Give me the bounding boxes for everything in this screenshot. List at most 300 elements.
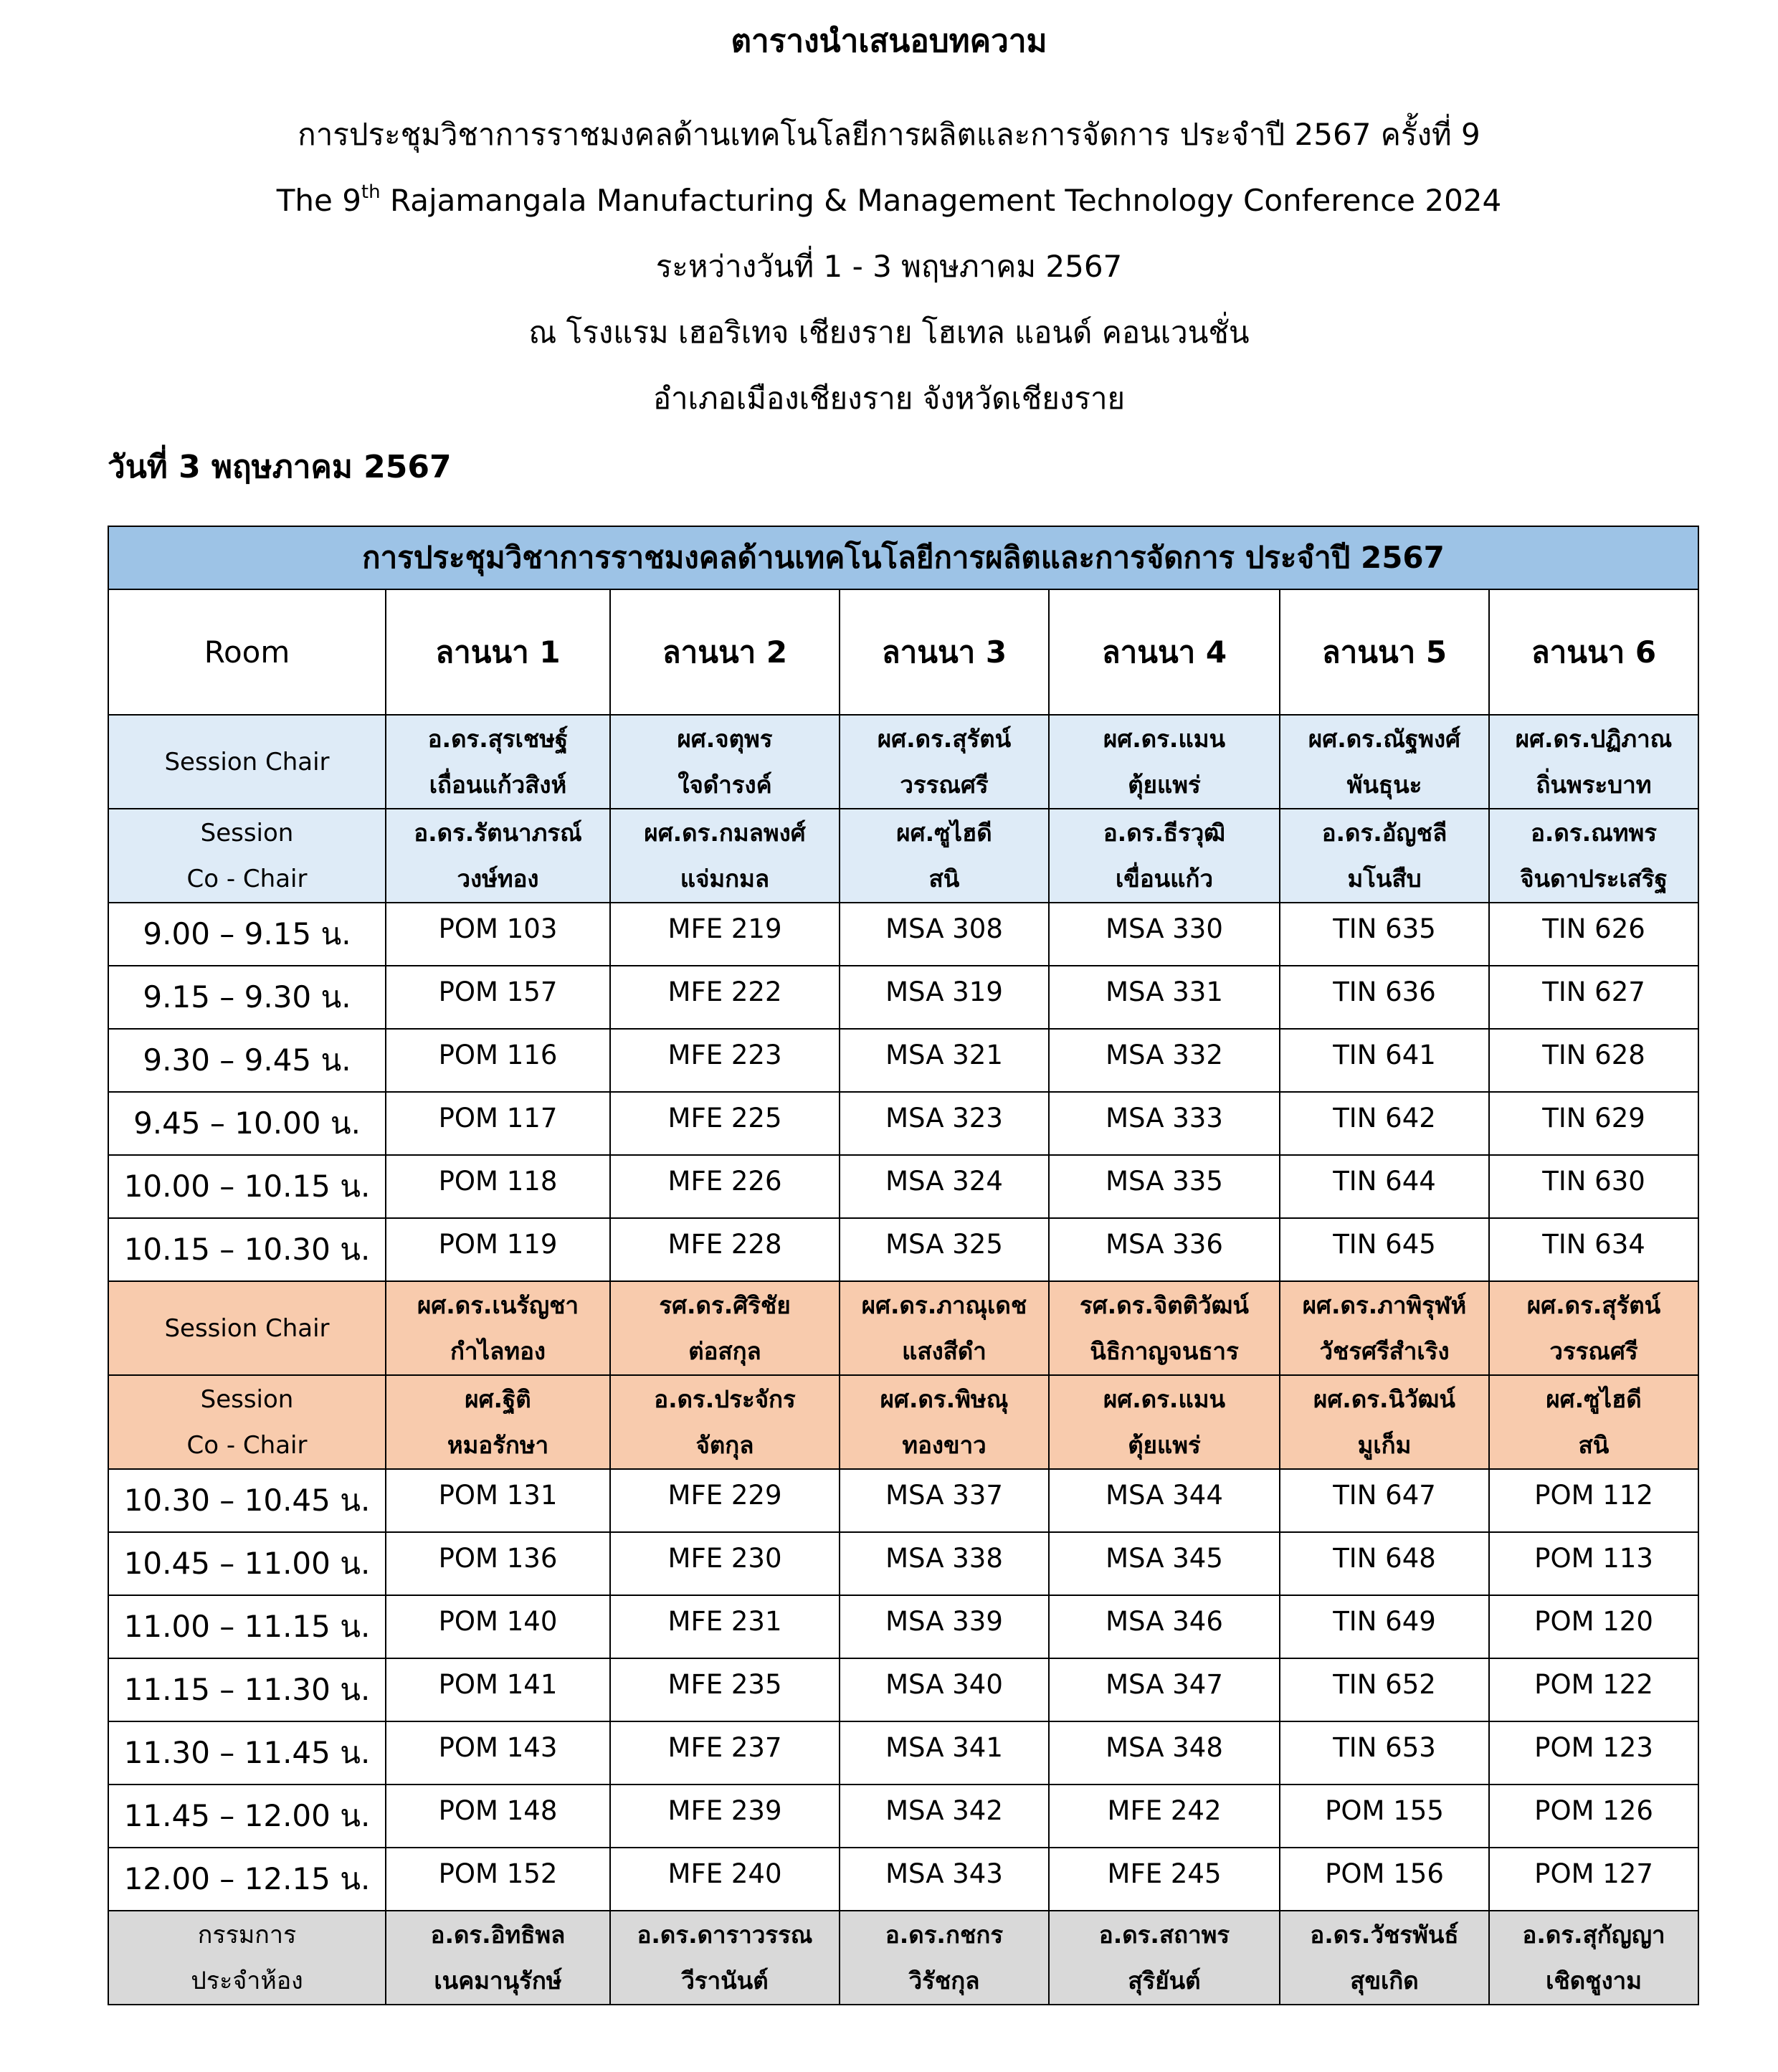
- session-cochair-name-line: อ.ดร.รัตนาภรณ์: [414, 818, 582, 847]
- session-cochair-name-line: ผศ.ดร.พิษณุ: [880, 1384, 1009, 1413]
- paper-cell: [1049, 1218, 1280, 1281]
- committee-name-line: อ.ดร.สถาพร: [1098, 1920, 1230, 1949]
- paper-cell: [1049, 1029, 1280, 1092]
- paper-cell: [840, 903, 1049, 966]
- time-slot: 9.45 – 10.00 น.: [108, 1092, 386, 1155]
- session-chair-name-line: ใจดำรงค์: [678, 770, 772, 799]
- conference-venue: ณ โรงแรม เฮอริเทจ เชียงราย โฮเทล แอนด์ คอนเวนชั่น: [528, 315, 1250, 350]
- paper-cell: [386, 1658, 610, 1721]
- paper-cell: [1489, 1469, 1698, 1532]
- committee-row: [108, 1911, 1698, 2005]
- committee-name: [840, 1911, 1049, 2005]
- paper-code: MSA 338: [885, 1542, 1003, 1574]
- time-slot: 9.30 – 9.45 น.: [108, 1029, 386, 1092]
- paper-cell: [386, 1785, 610, 1848]
- time-slot-row: [108, 1721, 1698, 1785]
- paper-cell: [1489, 1595, 1698, 1658]
- paper-cell: [1049, 1532, 1280, 1595]
- session-cochair-name-line: มูเก็ม: [1357, 1430, 1412, 1459]
- paper-cell: [1280, 1785, 1489, 1848]
- session-chair-name-line: เถื่อนแก้วสิงห์: [429, 770, 567, 799]
- conference-en-suffix: Rajamangala Manufacturing & Management Technology Conference 2024: [380, 183, 1502, 218]
- paper-cell: [610, 1155, 840, 1218]
- paper-cell: [1280, 1155, 1489, 1218]
- room-header: ลานนา 5: [1280, 589, 1489, 715]
- paper-cell: [840, 1218, 1049, 1281]
- committee-name-line: อ.ดร.กชกร: [885, 1920, 1004, 1949]
- paper-cell: [1489, 1218, 1698, 1281]
- paper-code: MSA 347: [1106, 1668, 1223, 1700]
- session-cochair-row: [108, 809, 1698, 903]
- session-chair-row-label: Session Chair: [108, 1281, 386, 1375]
- session-chair-name-line: แสงสีดำ: [902, 1336, 987, 1365]
- session-cochair-row-label-line: Session: [200, 1384, 294, 1414]
- committee-name: [1049, 1911, 1280, 2005]
- paper-code: POM 156: [1325, 1858, 1444, 1889]
- paper-cell: [1049, 1785, 1280, 1848]
- time-slot-row: [108, 903, 1698, 966]
- paper-cell: [386, 966, 610, 1029]
- paper-code: MSA 332: [1106, 1039, 1223, 1070]
- paper-cell: [840, 1785, 1049, 1848]
- session-chair-row: [108, 1281, 1698, 1375]
- session-chair-name: [1049, 1281, 1280, 1375]
- paper-code: TIN 627: [1542, 976, 1645, 1007]
- committee-name-line: อ.ดร.วัชรพันธ์: [1310, 1920, 1459, 1949]
- paper-cell: [610, 1721, 840, 1785]
- session-cochair-name: [610, 809, 840, 903]
- session-chair-name: [1489, 715, 1698, 809]
- paper-cell: [386, 1029, 610, 1092]
- committee-name: [386, 1911, 610, 2005]
- paper-code: POM 141: [438, 1668, 558, 1700]
- committee-name: [1280, 1911, 1489, 2005]
- paper-cell: [840, 1029, 1049, 1092]
- session-chair-name-line: ผศ.ดร.สุรัตน์: [877, 724, 1012, 753]
- paper-code: POM 116: [438, 1039, 558, 1070]
- time-slot-row: [108, 1155, 1698, 1218]
- committee-name-line: อ.ดร.ดาราวรรณ: [637, 1920, 813, 1949]
- paper-cell: [610, 1658, 840, 1721]
- session-cochair-name-line: มโนสืบ: [1347, 864, 1422, 893]
- session-chair-name-line: วรรณศรี: [900, 770, 989, 799]
- time-slot: 10.45 – 11.00 น.: [108, 1532, 386, 1595]
- session-chair-name: [1489, 1281, 1698, 1375]
- paper-code: TIN 635: [1333, 913, 1436, 944]
- session-cochair-name: [386, 809, 610, 903]
- paper-code: POM 103: [438, 913, 558, 944]
- committee-name-line: เชิดชูงาม: [1546, 1966, 1642, 1995]
- session-chair-name-line: ผศ.ดร.ภาพิรุฬห์: [1302, 1291, 1467, 1319]
- paper-code: POM 131: [438, 1479, 558, 1511]
- time-slot-row: [108, 1658, 1698, 1721]
- paper-cell: [386, 1218, 610, 1281]
- paper-code: MSA 342: [885, 1795, 1003, 1826]
- session-chair-name-line: ผศ.จตุพร: [677, 724, 773, 753]
- paper-code: MFE 230: [667, 1542, 782, 1574]
- session-cochair-row-label-line: Co - Chair: [186, 864, 308, 893]
- paper-cell: [1489, 1658, 1698, 1721]
- committee-name-line: สุขเกิด: [1350, 1966, 1419, 1995]
- room-header: ลานนา 6: [1489, 589, 1698, 715]
- paper-code: MFE 240: [667, 1858, 782, 1889]
- time-slot: 11.30 – 11.45 น.: [108, 1721, 386, 1785]
- paper-cell: [1049, 1658, 1280, 1721]
- committee-row-label-line: กรรมการ: [197, 1920, 297, 1949]
- paper-code: TIN 648: [1333, 1542, 1436, 1574]
- paper-cell: [1049, 1848, 1280, 1911]
- paper-cell: [610, 966, 840, 1029]
- paper-cell: [386, 1155, 610, 1218]
- session-chair-name: [840, 715, 1049, 809]
- paper-code: MSA 344: [1106, 1479, 1223, 1511]
- session-cochair-name-line: ตุ้ยแพร่: [1128, 1430, 1201, 1459]
- paper-code: MSA 321: [885, 1039, 1003, 1070]
- session-chair-name-line: รศ.ดร.จิตติวัฒน์: [1080, 1291, 1249, 1319]
- session-chair-name-line: ผศ.ดร.ปฏิภาณ: [1515, 724, 1673, 753]
- paper-code: MSA 331: [1106, 976, 1223, 1007]
- paper-cell: [1489, 903, 1698, 966]
- session-chair-name: [386, 1281, 610, 1375]
- paper-cell: [610, 1848, 840, 1911]
- paper-cell: [386, 1092, 610, 1155]
- committee-name-line: สุริยันต์: [1128, 1966, 1201, 1995]
- session-cochair-name-line: อ.ดร.ประจักร: [654, 1384, 796, 1413]
- paper-cell: [1280, 1218, 1489, 1281]
- paper-code: MSA 346: [1106, 1605, 1223, 1637]
- session-cochair-row-label-line: Co - Chair: [186, 1430, 308, 1460]
- conference-title-thai: การประชุมวิชาการราชมงคลด้านเทคโนโลยีการผลิตและการจัดการ ประจำปี 2567 ครั้งที่ 9: [298, 117, 1480, 152]
- schedule-table: [108, 526, 1699, 2005]
- paper-cell: [840, 1469, 1049, 1532]
- session-chair-name-line: วรรณศรี: [1549, 1336, 1638, 1365]
- paper-code: MFE 231: [667, 1605, 782, 1637]
- paper-cell: [840, 1721, 1049, 1785]
- paper-code: MSA 340: [885, 1668, 1003, 1700]
- session-cochair-name: [1049, 809, 1280, 903]
- paper-code: POM 155: [1325, 1795, 1444, 1826]
- paper-cell: [386, 1469, 610, 1532]
- session-cochair-row-label: [108, 809, 386, 903]
- paper-cell: [1049, 1469, 1280, 1532]
- session-chair-name: [840, 1281, 1049, 1375]
- paper-code: POM 120: [1534, 1605, 1653, 1637]
- session-cochair-name-line: อ.ดร.ธีรวุฒิ: [1103, 818, 1226, 847]
- session-cochair-name: [1280, 809, 1489, 903]
- paper-cell: [386, 903, 610, 966]
- paper-code: MFE 222: [667, 976, 782, 1007]
- paper-code: MFE 237: [667, 1731, 782, 1763]
- time-slot: 9.00 – 9.15 น.: [108, 903, 386, 966]
- paper-cell: [1489, 966, 1698, 1029]
- session-cochair-name-line: ผศ.ฐิติ: [465, 1384, 531, 1413]
- paper-cell: [840, 1658, 1049, 1721]
- table-title: การประชุมวิชาการราชมงคลด้านเทคโนโลยีการผลิตและการจัดการ ประจำปี 2567: [108, 526, 1698, 589]
- paper-code: MFE 225: [667, 1102, 782, 1134]
- paper-code: MFE 223: [667, 1039, 782, 1070]
- paper-code: MSA 333: [1106, 1102, 1223, 1134]
- session-cochair-row: [108, 1375, 1698, 1469]
- paper-code: TIN 645: [1333, 1228, 1436, 1260]
- paper-cell: [1489, 1155, 1698, 1218]
- session-cochair-name-line: สนิ: [1578, 1430, 1610, 1459]
- conference-en-prefix: The 9: [276, 183, 361, 218]
- paper-code: MSA 330: [1106, 913, 1223, 944]
- paper-code: TIN 634: [1542, 1228, 1645, 1260]
- paper-cell: [840, 1155, 1049, 1218]
- session-chair-name-line: ผศ.ดร.ภาณุเดช: [861, 1291, 1027, 1319]
- paper-code: MSA 323: [885, 1102, 1003, 1134]
- paper-cell: [610, 1469, 840, 1532]
- paper-code: POM 157: [438, 976, 558, 1007]
- paper-code: POM 118: [438, 1165, 558, 1197]
- paper-cell: [1049, 903, 1280, 966]
- session-chair-name-line: นิธิกาญจนธาร: [1090, 1336, 1239, 1365]
- time-slot-row: [108, 1029, 1698, 1092]
- committee-name-line: วิรัชกุล: [908, 1966, 980, 1995]
- paper-code: POM 119: [438, 1228, 558, 1260]
- room-header: ลานนา 4: [1049, 589, 1280, 715]
- paper-cell: [1489, 1785, 1698, 1848]
- session-cochair-name-line: ผศ.ซูไฮดี: [1546, 1384, 1642, 1413]
- paper-cell: [840, 1848, 1049, 1911]
- session-chair-name-line: ผศ.ดร.เนรัญชา: [417, 1291, 579, 1319]
- paper-code: TIN 629: [1542, 1102, 1645, 1134]
- paper-code: TIN 652: [1333, 1668, 1436, 1700]
- paper-code: TIN 626: [1542, 913, 1645, 944]
- time-slot-row: [108, 966, 1698, 1029]
- paper-code: TIN 628: [1542, 1039, 1645, 1070]
- session-cochair-name-line: จัตกุล: [695, 1430, 754, 1459]
- session-cochair-name-line: ผศ.ดร.แมน: [1103, 1384, 1226, 1413]
- session-chair-name: [610, 1281, 840, 1375]
- paper-code: MSA 335: [1106, 1165, 1223, 1197]
- paper-cell: [1280, 1721, 1489, 1785]
- paper-cell: [1489, 1092, 1698, 1155]
- session-cochair-name: [840, 809, 1049, 903]
- paper-cell: [1049, 1721, 1280, 1785]
- session-cochair-name-line: ผศ.ดร.กมลพงศ์: [644, 818, 806, 847]
- session-chair-name-line: ถิ่นพระบาท: [1536, 770, 1652, 799]
- room-label: Room: [108, 589, 386, 715]
- paper-code: MSA 319: [885, 976, 1003, 1007]
- day-heading: วันที่ 3 พฤษภาคม 2567: [108, 449, 452, 485]
- paper-code: POM 112: [1534, 1479, 1653, 1511]
- time-slot: 10.30 – 10.45 น.: [108, 1469, 386, 1532]
- paper-cell: [386, 1595, 610, 1658]
- paper-cell: [840, 1532, 1049, 1595]
- session-cochair-name-line: สนิ: [928, 864, 960, 893]
- session-chair-name-line: วัชรศรีสำเริง: [1319, 1336, 1450, 1365]
- paper-code: MSA 324: [885, 1165, 1003, 1197]
- paper-cell: [1489, 1848, 1698, 1911]
- paper-code: POM 113: [1534, 1542, 1653, 1574]
- document-title: ตารางนำเสนอบทความ: [731, 23, 1047, 60]
- paper-code: MFE 219: [667, 913, 782, 944]
- paper-code: POM 148: [438, 1795, 558, 1826]
- paper-code: POM 122: [1534, 1668, 1653, 1700]
- committee-row-label: [108, 1911, 386, 2005]
- paper-code: POM 152: [438, 1858, 558, 1889]
- time-slot: 9.15 – 9.30 น.: [108, 966, 386, 1029]
- session-chair-name: [1280, 715, 1489, 809]
- paper-code: MFE 229: [667, 1479, 782, 1511]
- session-cochair-name-line: ทองขาว: [902, 1430, 987, 1459]
- session-chair-name: [610, 715, 840, 809]
- paper-cell: [386, 1532, 610, 1595]
- paper-code: MFE 235: [667, 1668, 782, 1700]
- session-chair-name-line: รศ.ดร.ศิริชัย: [659, 1291, 791, 1319]
- time-slot: 12.00 – 12.15 น.: [108, 1848, 386, 1911]
- time-slot: 10.15 – 10.30 น.: [108, 1218, 386, 1281]
- room-header: ลานนา 2: [610, 589, 840, 715]
- room-header: ลานนา 3: [840, 589, 1049, 715]
- table-title-row: [108, 526, 1698, 589]
- session-chair-name-line: ผศ.ดร.แมน: [1103, 724, 1226, 753]
- session-cochair-name-line: อ.ดร.ณทพร: [1531, 818, 1657, 847]
- time-slot-row: [108, 1785, 1698, 1848]
- committee-name-line: อ.ดร.สุกัญญา: [1522, 1920, 1665, 1949]
- session-cochair-row-label: [108, 1375, 386, 1469]
- session-cochair-name: [1280, 1375, 1489, 1469]
- session-cochair-name-line: ผศ.ซูไฮดี: [896, 818, 992, 847]
- paper-cell: [1280, 1532, 1489, 1595]
- paper-code: MSA 336: [1106, 1228, 1223, 1260]
- session-chair-row: [108, 715, 1698, 809]
- paper-code: MSA 339: [885, 1605, 1003, 1637]
- committee-name: [610, 1911, 840, 2005]
- paper-cell: [840, 966, 1049, 1029]
- time-slot-row: [108, 1469, 1698, 1532]
- paper-cell: [1489, 1721, 1698, 1785]
- paper-code: MSA 341: [885, 1731, 1003, 1763]
- paper-code: TIN 630: [1542, 1165, 1645, 1197]
- paper-cell: [610, 1029, 840, 1092]
- paper-cell: [386, 1848, 610, 1911]
- paper-code: MFE 226: [667, 1165, 782, 1197]
- paper-cell: [1280, 1092, 1489, 1155]
- committee-name: [1489, 1911, 1698, 2005]
- paper-cell: [610, 1092, 840, 1155]
- paper-code: MFE 239: [667, 1795, 782, 1826]
- paper-code: MFE 228: [667, 1228, 782, 1260]
- conference-location: อำเภอเมืองเชียงราย จังหวัดเชียงราย: [652, 381, 1126, 416]
- conference-title-english: [0, 179, 1778, 222]
- session-cochair-name: [1489, 1375, 1698, 1469]
- committee-name-line: อ.ดร.อิทธิพล: [430, 1920, 566, 1949]
- session-cochair-name-line: แจ่มกมล: [680, 864, 770, 893]
- paper-code: POM 123: [1534, 1731, 1653, 1763]
- paper-code: MFE 245: [1107, 1858, 1222, 1889]
- time-slot: 11.00 – 11.15 น.: [108, 1595, 386, 1658]
- session-cochair-name: [1489, 809, 1698, 903]
- paper-code: MSA 308: [885, 913, 1003, 944]
- paper-cell: [1280, 966, 1489, 1029]
- paper-cell: [610, 1532, 840, 1595]
- time-slot: 11.15 – 11.30 น.: [108, 1658, 386, 1721]
- session-cochair-name-line: อ.ดร.อัญชลี: [1321, 818, 1447, 847]
- session-cochair-name-line: หมอรักษา: [447, 1430, 549, 1459]
- paper-cell: [1280, 1029, 1489, 1092]
- session-cochair-name: [1049, 1375, 1280, 1469]
- paper-cell: [610, 1785, 840, 1848]
- session-chair-name-line: พันธุนะ: [1346, 770, 1422, 799]
- paper-code: MSA 343: [885, 1858, 1003, 1889]
- paper-cell: [1280, 1658, 1489, 1721]
- paper-code: POM 136: [438, 1542, 558, 1574]
- session-chair-name-line: อ.ดร.สุรเชษฐ์: [427, 724, 569, 753]
- committee-name-line: เนคมานุรักษ์: [434, 1966, 562, 1995]
- committee-row-label-line: ประจำห้อง: [191, 1966, 303, 1995]
- session-cochair-name-line: ผศ.ดร.นิวัฒน์: [1313, 1384, 1455, 1413]
- paper-cell: [840, 1092, 1049, 1155]
- paper-cell: [840, 1595, 1049, 1658]
- session-chair-name-line: ผศ.ดร.ณัฐพงศ์: [1308, 724, 1461, 753]
- paper-cell: [1280, 1848, 1489, 1911]
- time-slot: 10.00 – 10.15 น.: [108, 1155, 386, 1218]
- paper-code: MSA 337: [885, 1479, 1003, 1511]
- paper-code: TIN 653: [1333, 1731, 1436, 1763]
- time-slot-row: [108, 1595, 1698, 1658]
- paper-cell: [1489, 1532, 1698, 1595]
- session-chair-name: [386, 715, 610, 809]
- paper-cell: [1280, 1595, 1489, 1658]
- conference-dates: ระหว่างวันที่ 1 - 3 พฤษภาคม 2567: [655, 249, 1123, 284]
- conference-en-ordinal: th: [361, 181, 381, 203]
- paper-cell: [1049, 1155, 1280, 1218]
- paper-cell: [386, 1721, 610, 1785]
- paper-code: POM 140: [438, 1605, 558, 1637]
- session-chair-name-line: กำไลทอง: [450, 1336, 546, 1365]
- paper-code: TIN 642: [1333, 1102, 1436, 1134]
- time-slot-row: [108, 1532, 1698, 1595]
- paper-cell: [610, 903, 840, 966]
- session-cochair-name: [610, 1375, 840, 1469]
- paper-cell: [1280, 903, 1489, 966]
- paper-cell: [1049, 1595, 1280, 1658]
- session-chair-row-label: Session Chair: [108, 715, 386, 809]
- paper-code: MFE 242: [1107, 1795, 1222, 1826]
- session-cochair-name: [386, 1375, 610, 1469]
- session-cochair-name: [840, 1375, 1049, 1469]
- session-chair-name-line: ตุ้ยแพร่: [1128, 770, 1201, 799]
- paper-cell: [1280, 1469, 1489, 1532]
- paper-code: POM 127: [1534, 1858, 1653, 1889]
- paper-code: POM 126: [1534, 1795, 1653, 1826]
- session-chair-name-line: ผศ.ดร.สุรัตน์: [1526, 1291, 1661, 1319]
- paper-code: POM 117: [438, 1102, 558, 1134]
- room-header: ลานนา 1: [386, 589, 610, 715]
- session-chair-name: [1049, 715, 1280, 809]
- paper-code: TIN 649: [1333, 1605, 1436, 1637]
- time-slot: 11.45 – 12.00 น.: [108, 1785, 386, 1848]
- session-cochair-name-line: วงษ์ทอง: [457, 864, 539, 893]
- session-cochair-row-label-line: Session: [200, 818, 294, 847]
- paper-cell: [610, 1595, 840, 1658]
- time-slot-row: [108, 1092, 1698, 1155]
- session-cochair-name-line: เขื่อนแก้ว: [1116, 864, 1213, 893]
- paper-code: MSA 348: [1106, 1731, 1223, 1763]
- paper-code: POM 143: [438, 1731, 558, 1763]
- paper-cell: [1049, 1092, 1280, 1155]
- session-chair-name: [1280, 1281, 1489, 1375]
- paper-code: TIN 636: [1333, 976, 1436, 1007]
- session-cochair-name-line: จินดาประเสริฐ: [1520, 864, 1668, 893]
- committee-name-line: วีรานันต์: [681, 1966, 769, 1995]
- time-slot-row: [108, 1848, 1698, 1911]
- paper-code: MSA 325: [885, 1228, 1003, 1260]
- time-slot-row: [108, 1218, 1698, 1281]
